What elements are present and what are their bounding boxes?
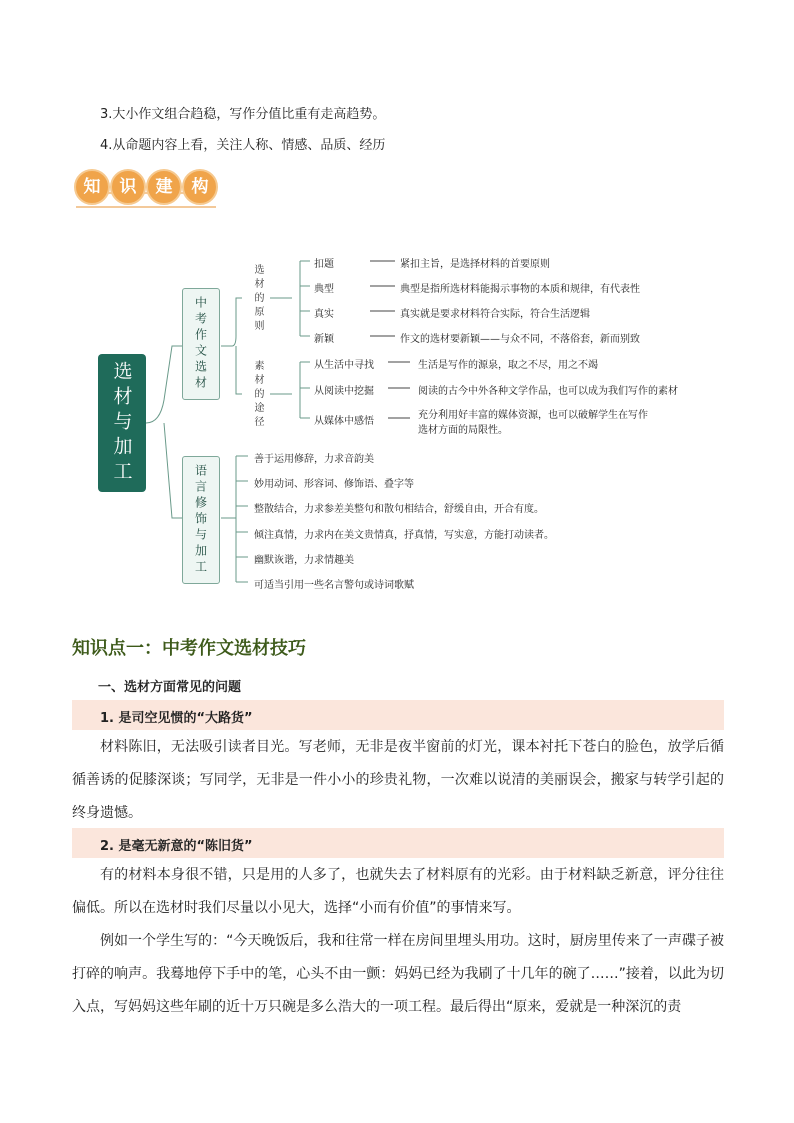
source-key: 从阅读中挖掘 (314, 386, 374, 397)
source-desc: 阅读的古今中外各种文学作品，也可以成为我们写作的素材 (418, 386, 678, 397)
language-item: 善于运用修辞，力求音韵美 (254, 454, 374, 465)
mindmap-root: 选材与加工 (98, 354, 146, 492)
intro-line-3: 3.大小作文组合趋稳，写作分值比重有走高趋势。 (100, 107, 386, 122)
language-item: 整散结合，力求参差美整句和散句相结合，舒缓自由，开合有度。 (254, 504, 544, 515)
paragraph-3: 例如一个学生写的：“今天晚饭后，我和往常一样在房间里埋头用功。这时，厨房里传来了一声碟子被打碎的响声。我蓦地停下手中的笔，心头不由一颤：妈妈已经为我刷了十几年的碗了……”接着，以此为切入点，写妈妈这些年刷的近十万只碗是多么浩大的一项工程。最后得出“原来，爱就是一种深沉的责 (72, 933, 724, 1015)
problem-band-2 (72, 828, 724, 858)
principle-desc: 真实就是要求材料符合实际，符合生活逻辑 (400, 309, 590, 320)
principle-key: 真实 (314, 309, 334, 320)
badge-char: 建 (146, 169, 182, 205)
source-desc: 生活是写作的源泉，取之不尽，用之不竭 (418, 360, 598, 371)
language-item: 妙用动词、形容词、修饰语、叠字等 (254, 479, 414, 490)
principle-label: 选材的原则 (252, 264, 263, 334)
principle-key: 扣题 (314, 259, 334, 270)
problem-band-1 (72, 700, 724, 730)
language-item: 倾注真情，力求内在美文贵情真，抒真情，写实意，方能打动读者。 (254, 530, 554, 541)
source-desc-cont: 选材方面的局限性。 (418, 425, 508, 436)
mindmap-branch-language: 语言修饰与加工 (182, 456, 220, 584)
paragraph-1: 材料陈旧，无法吸引读者目光。写老师，无非是夜半窗前的灯光，课本衬托下苍白的脸色，放学后循循善诱的促膝深谈；写同学，无非是一件小小的珍贵礼物，一次难以说清的美丽误会，搬家与转学引起的终身遗憾。 (72, 739, 724, 821)
principle-desc: 作文的选材要新颖——与众不同，不落俗套，新而别致 (400, 334, 640, 345)
badge-char: 构 (182, 169, 218, 205)
language-item: 可适当引用一些名言警句或诗词歌赋 (254, 580, 414, 591)
problem-heading-1: 1. 是司空见惯的“大路货” (100, 711, 253, 726)
intro-line-4: 4.从命题内容上看，关注人称、情感、品质、经历 (100, 138, 386, 153)
paragraph-2: 有的材料本身很不错，只是用的人多了，也就失去了材料原有的光彩。由于材料缺乏新意，评分往往偏低。所以在选材时我们尽量以小见大，选择“小而有价值”的事情来写。 (72, 867, 724, 916)
principle-desc: 典型是指所选材料能揭示事物的本质和规律，有代表性 (400, 284, 640, 295)
problem-heading-2: 2. 是毫无新意的“陈旧货” (100, 839, 253, 854)
subsection-title: 一、选材方面常见的问题 (98, 680, 242, 695)
source-desc: 充分利用好丰富的媒体资源，也可以破解学生在写作 (418, 410, 648, 421)
principle-key: 新颖 (314, 334, 334, 345)
mindmap-branch-selection: 中考作文选材 (182, 288, 220, 400)
source-key: 从媒体中感悟 (314, 416, 374, 427)
principle-key: 典型 (314, 284, 334, 295)
badge-char: 知 (74, 169, 110, 205)
source-key: 从生活中寻找 (314, 360, 374, 371)
section-title: 知识点一：中考作文选材技巧 (72, 638, 306, 659)
source-label: 素材的途径 (252, 360, 263, 430)
principle-desc: 紧扣主旨，是选择材料的首要原则 (400, 259, 550, 270)
language-item: 幽默诙谐，力求情趣美 (254, 555, 354, 566)
badge-char: 识 (110, 169, 146, 205)
